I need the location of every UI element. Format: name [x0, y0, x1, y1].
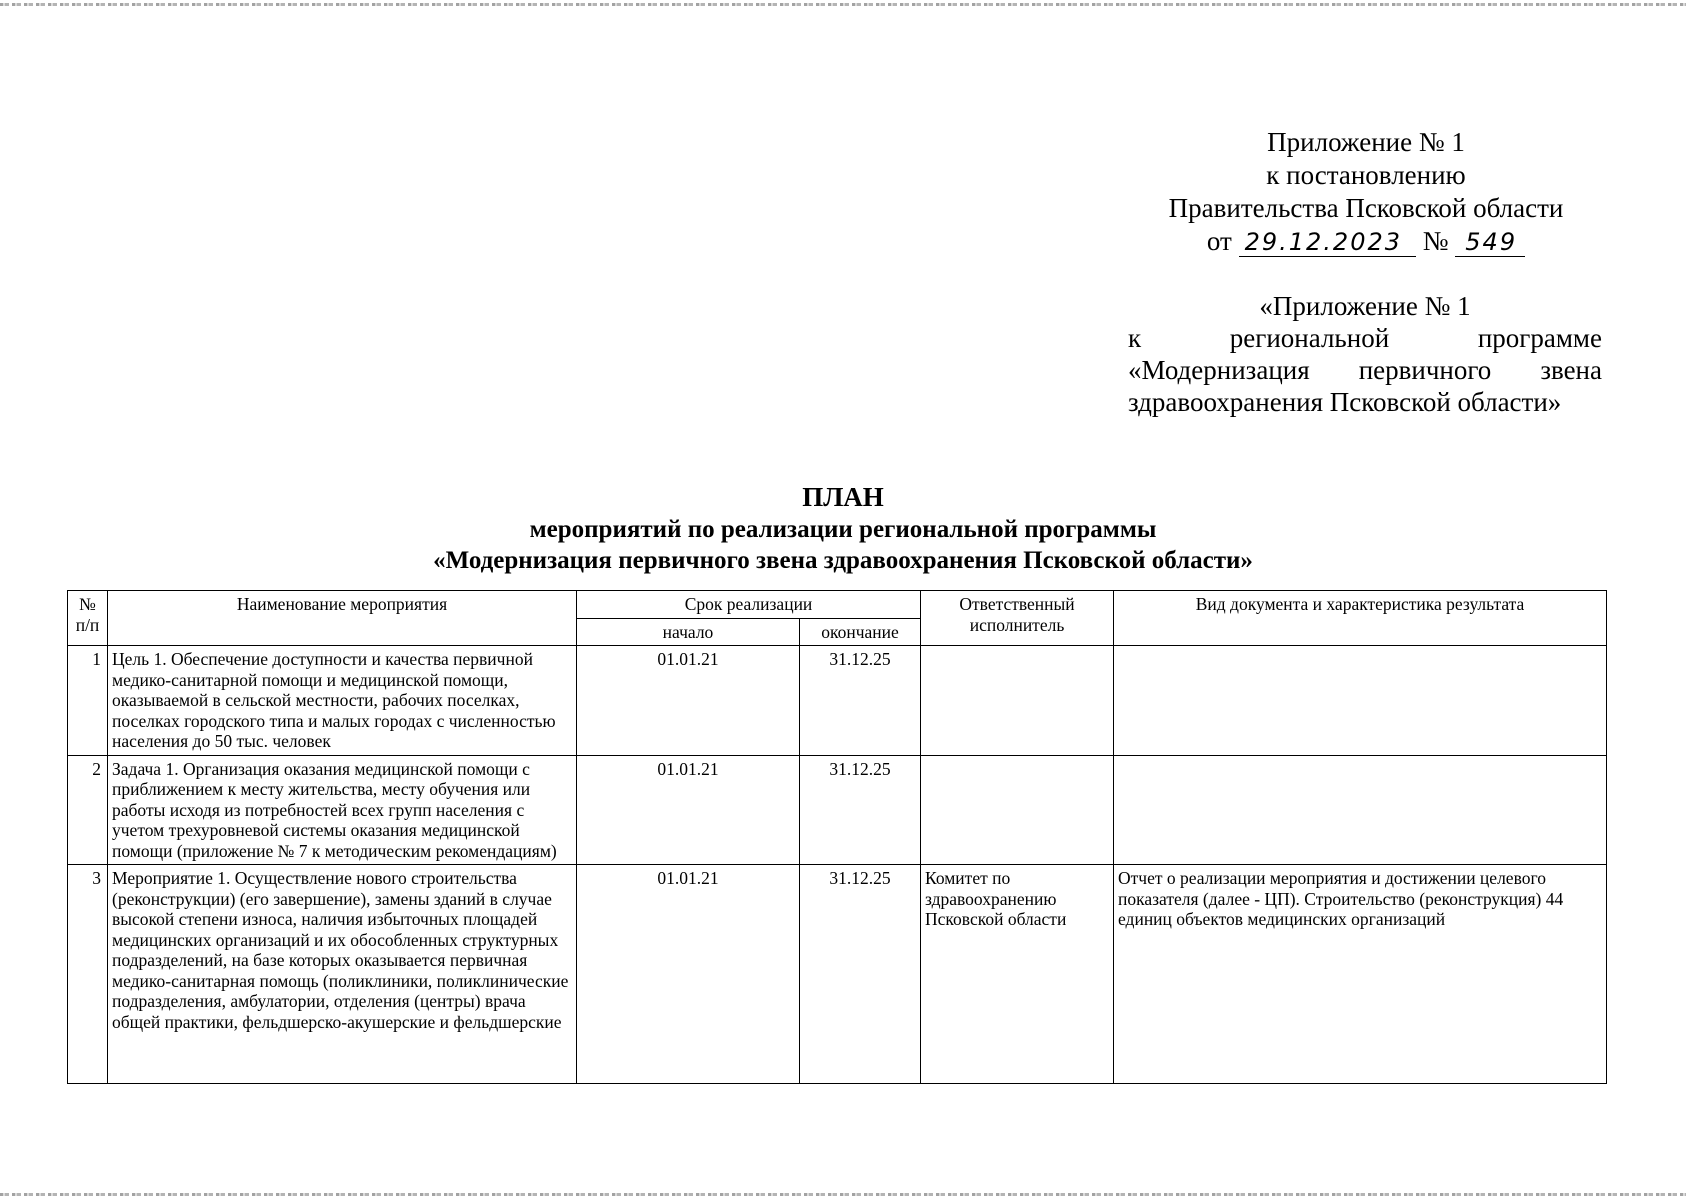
row-start: 01.01.21 [577, 755, 800, 865]
word: к [1128, 323, 1142, 353]
word: первичного [1358, 355, 1492, 385]
appendix-government: Правительства Псковской области [1168, 193, 1564, 223]
title-program-name: «Модернизация первичного звена здравоохранения Псковской области» [433, 547, 1253, 574]
table-row [68, 755, 1607, 865]
row-name: Задача 1. Организация оказания медицинской помощи с приближением к месту жительства, месту обучения или работы исходя из потребностей всех групп населения с учетом трехуровневой системы оказания медицинской помощи (приложение № 7 к методическим рекомендациям) [108, 755, 577, 865]
row-responsible: Комитет по здравоохранению Псковской области [921, 865, 1114, 1084]
title-subtitle: мероприятий по реализации региональной программы [529, 516, 1157, 543]
row-start: 01.01.21 [577, 646, 800, 756]
appendix-to-resolution: к постановлению [1266, 160, 1466, 190]
scan-edge-bottom [0, 1193, 1686, 1196]
row-result [1114, 755, 1607, 865]
header-result: Вид документа и характеристика результата [1114, 591, 1607, 646]
plan-table [67, 590, 1607, 1084]
row-responsible [921, 646, 1114, 756]
appendix-date-line [1130, 225, 1602, 258]
resolution-date: 29.12.2023 [1239, 228, 1416, 257]
program-appendix-header [1128, 290, 1602, 418]
program-appendix-title: «Приложение № 1 [1259, 291, 1471, 321]
table-row [68, 865, 1607, 1084]
word: звена [1540, 355, 1602, 385]
header-name: Наименование мероприятия [108, 591, 577, 646]
table-header-row [68, 591, 1607, 619]
program-appendix-line4: здравоохранения Псковской области» [1128, 387, 1562, 417]
header-end: окончание [800, 618, 921, 646]
table-row [68, 646, 1607, 756]
scan-edge-top [0, 3, 1686, 6]
row-name: Цель 1. Обеспечение доступности и качества первичной медико-санитарной помощи и медицинской помощи, оказываемой в сельской местности, рабочих поселках, поселках городского типа и малых городах с численностью населения до 50 тыс. человек [108, 646, 577, 756]
row-num: 1 [68, 646, 108, 756]
row-num: 3 [68, 865, 108, 1084]
appendix-header [1130, 126, 1602, 258]
row-end: 31.12.25 [800, 865, 921, 1084]
header-responsible: Ответственный исполнитель [921, 591, 1114, 646]
word: «Модернизация [1128, 355, 1310, 385]
header-period: Срок реализации [577, 591, 921, 619]
appendix-title: Приложение № 1 [1267, 127, 1465, 157]
title-plan: ПЛАН [802, 482, 884, 512]
date-prefix: от [1206, 226, 1232, 256]
resolution-number: 549 [1455, 228, 1525, 257]
row-result: Отчет о реализации мероприятия и достижении целевого показателя (далее - ЦП). Строительство (реконструкция) 44 единиц объектов медицинских организаций [1114, 865, 1607, 1084]
header-num: № п/п [68, 591, 108, 646]
number-prefix: № [1422, 226, 1449, 256]
document-title [0, 480, 1686, 576]
row-responsible [921, 755, 1114, 865]
program-appendix-line3 [1128, 354, 1602, 386]
row-name-cell [108, 865, 577, 1084]
row-end: 31.12.25 [800, 646, 921, 756]
word: региональной [1229, 323, 1390, 353]
header-start: начало [577, 618, 800, 646]
word: программе [1477, 323, 1602, 353]
row-name: Мероприятие 1. Осуществление нового строительства (реконструкции) (его завершение), замены зданий в случае высокой степени износа, наличия избыточных площадей медицинских организаций и их обособленных структурных подразделений, на базе которых оказывается первичная медико-санитарная помощь (поликлиники, поликлинические подразделения, амбулатории, отделения (центры) врача общей практики, фельдшерско-акушерские и фельдшерские [112, 868, 569, 1032]
row-result [1114, 646, 1607, 756]
program-appendix-line2 [1128, 322, 1602, 354]
row-end: 31.12.25 [800, 755, 921, 865]
row-start: 01.01.21 [577, 865, 800, 1084]
row-num: 2 [68, 755, 108, 865]
